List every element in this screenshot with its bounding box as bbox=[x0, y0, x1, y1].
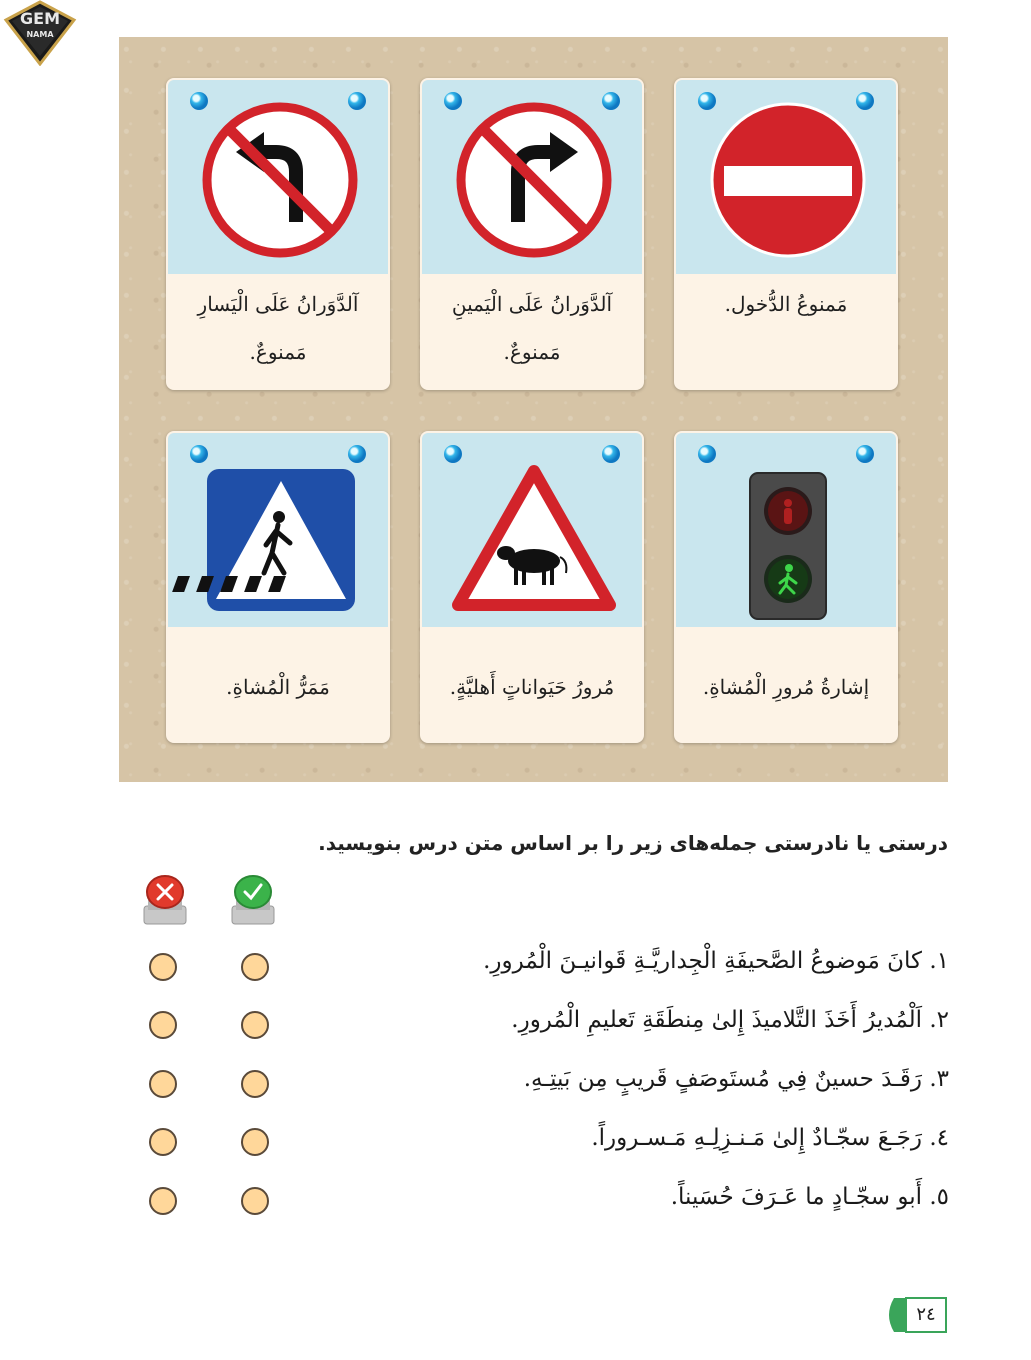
statement-4: ٤. رَجَـعَ سجّـادٌ إِلىٰ مَـنـزِلِـهِ مَـسـروراً. bbox=[591, 1125, 949, 1151]
animal-crossing-sign-icon bbox=[422, 433, 644, 627]
sign-caption bbox=[432, 663, 632, 711]
sign-card-no-entry bbox=[674, 78, 898, 390]
true-radio-5[interactable] bbox=[241, 1187, 269, 1215]
sign-card-no-left-turn bbox=[166, 78, 390, 390]
false-radio-5[interactable] bbox=[149, 1187, 177, 1215]
caption-line: مَمنوعٌ. bbox=[503, 340, 561, 364]
statement-1: ١. كانَ مَوضوعُ الصَّحيفَةِ الْجِداريَّـةِ قَوانيـنَ الْمُرورِ. bbox=[483, 948, 949, 974]
caption-line: آلدَّوَرانُ عَلَى الْيَسارِ bbox=[197, 292, 359, 316]
sign-caption bbox=[686, 663, 886, 711]
caption-line: مَمنوعٌ. bbox=[249, 340, 307, 364]
page-number: ٢٤ bbox=[905, 1297, 947, 1333]
no-right-turn-sign-icon bbox=[422, 80, 644, 274]
statement-2: ٢. اَلْمُديرُ أَخَذَ التَّلاميذَ إِلىٰ مِنطَقَةِ تَعليمِ الْمُرورِ. bbox=[511, 1007, 949, 1033]
sign-card-no-right-turn bbox=[420, 78, 644, 390]
statement-3: ٣. رَقَـدَ حسينٌ فِي مُستَوصَفٍ قَريبٍ مِن بَيتِـهِ. bbox=[523, 1066, 949, 1092]
caption-line: مُرورُ حَيَواناتٍ أَهليَّةٍ. bbox=[449, 675, 615, 699]
false-radio-4[interactable] bbox=[149, 1128, 177, 1156]
true-radio-2[interactable] bbox=[241, 1011, 269, 1039]
pedestrian-crossing-sign-icon bbox=[168, 433, 390, 627]
sign-card-animal-crossing bbox=[420, 431, 644, 743]
false-radio-2[interactable] bbox=[149, 1011, 177, 1039]
false-radio-1[interactable] bbox=[149, 953, 177, 981]
caption-line: آلدَّوَرانُ عَلَى الْيَمينِ bbox=[451, 292, 613, 316]
caption-line: مَمَرُّ الْمُشاةِ. bbox=[226, 675, 330, 699]
exercise-instruction: درستی یا نادرستی جمله‌های زیر را بر اساس متن درس بنویسید. bbox=[318, 831, 948, 855]
gemnama-logo bbox=[0, 0, 80, 66]
sign-card-pedestrian-light bbox=[674, 431, 898, 743]
false-radio-3[interactable] bbox=[149, 1070, 177, 1098]
true-radio-4[interactable] bbox=[241, 1128, 269, 1156]
check-button-icon bbox=[228, 872, 278, 928]
traffic-signs-board bbox=[119, 37, 948, 782]
true-radio-1[interactable] bbox=[241, 953, 269, 981]
caption-line: مَمنوعُ الدُّخول. bbox=[724, 292, 848, 316]
no-entry-sign-icon bbox=[676, 80, 898, 274]
sign-caption bbox=[178, 280, 378, 376]
logo-text-nama: NAMA bbox=[26, 30, 54, 39]
no-left-turn-sign-icon bbox=[168, 80, 390, 274]
caption-line: إشارةُ مُرورِ الْمُشاةِ. bbox=[702, 675, 870, 699]
x-button-icon bbox=[140, 872, 190, 928]
sign-card-pedestrian-crossing bbox=[166, 431, 390, 743]
sign-caption bbox=[686, 280, 886, 328]
true-radio-3[interactable] bbox=[241, 1070, 269, 1098]
logo-text-gem: GEM bbox=[20, 9, 60, 28]
sign-caption bbox=[178, 663, 378, 711]
sign-caption bbox=[432, 280, 632, 376]
statement-5: ٥. أَبو سجّـادٍ ما عَـرَفَ حُسَيناً. bbox=[670, 1184, 949, 1210]
pedestrian-traffic-light-icon bbox=[676, 433, 898, 627]
